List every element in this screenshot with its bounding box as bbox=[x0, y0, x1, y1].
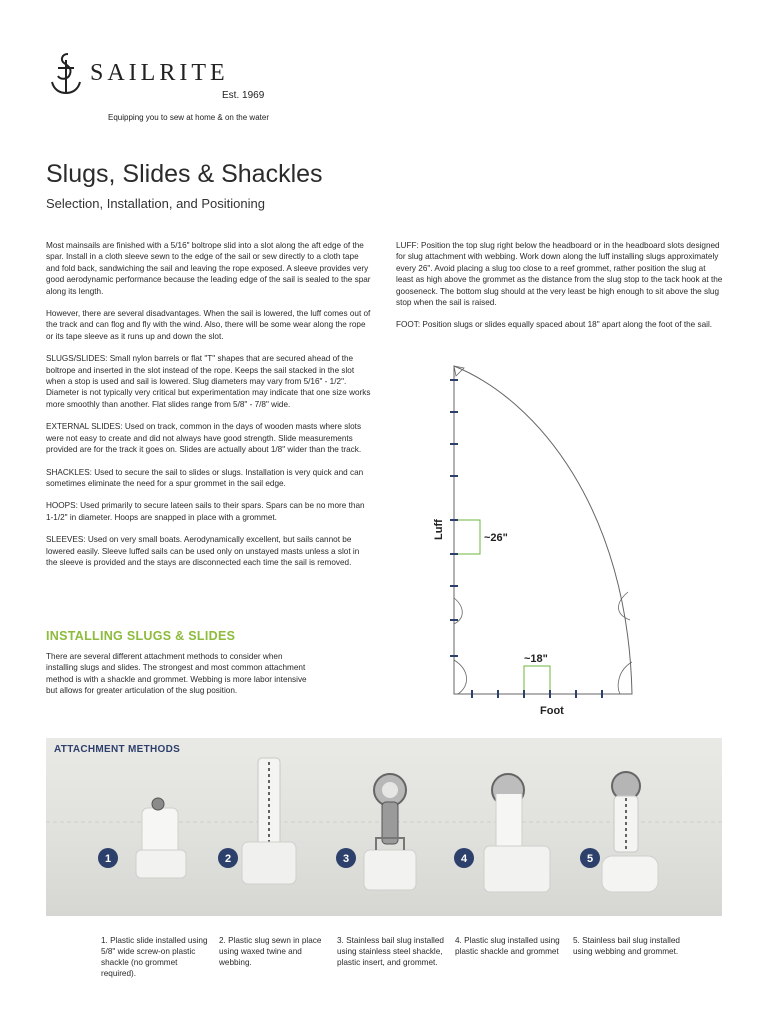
shackles-paragraph: SHACKLES: Used to secure the sail to slides or slugs. Installation is very quick and can sometimes eliminate the need for a spur grommet in the sail edge. bbox=[46, 467, 364, 488]
sail-outline bbox=[454, 366, 632, 694]
left-column bbox=[46, 240, 372, 579]
foot-paragraph: FOOT: Position slugs or slides equally spaced about 18" apart along the foot of the sail. bbox=[396, 320, 713, 330]
hoops-paragraph: HOOPS: Used primarily to secure lateen sails to their spars. Spars can be no more than 1-1/2" in diameter. Hoops are snapped in place with a grommet. bbox=[46, 501, 365, 522]
badge-4: 4 bbox=[460, 853, 468, 865]
established-year: Est. 1969 bbox=[222, 90, 265, 101]
page-title: Slugs, Slides & Shackles bbox=[46, 160, 323, 188]
installing-heading: INSTALLING SLUGS & SLIDES bbox=[46, 629, 236, 643]
stainless-shackle-photo bbox=[364, 774, 416, 890]
sailrite-anchor-logo-icon bbox=[46, 50, 86, 96]
disadvantages-paragraph: However, there are several disadvantages. When the sail is lowered, the luff comes out of the track and can flog and fly with the wind. Also, there will be some wear along the rope or its tape sleeve as it runs up and down the slot. bbox=[46, 309, 371, 341]
brand-tagline: Equipping you to sew at home & on the water bbox=[108, 113, 269, 122]
slugs-slides-paragraph: SLUGS/SLIDES: Small nylon barrels or flat "T" shapes that are secured ahead of the boltrope and inserted in the slot instead of the rope. Keeps the sail stacked in the slot when a stop is used and sail is lowered. Slug diameters may vary from 5/16" - 1/2". Diameter is not typically very critical but experimentation may indicate that one size works more smoothly than another. Flat slides range from 5/8" - 7/8" wide. bbox=[46, 354, 371, 409]
caption-5: 5. Stainless bail slug installed using webbing and grommet. bbox=[573, 936, 680, 956]
installing-paragraph: There are several different attachment methods to consider when installing slugs and slides. The strongest and most common attachment method is with a shackle and grommet. Webbing is more labor intensive but allows for greater articulation of the slug position. bbox=[46, 652, 307, 696]
attachment-photos bbox=[46, 738, 722, 916]
foot-spacing-label: ~18" bbox=[524, 653, 548, 665]
badge-2: 2 bbox=[224, 853, 232, 865]
badge-1: 1 bbox=[104, 853, 112, 865]
caption-2: 2. Plastic slug sewn in place using waxed twine and webbing. bbox=[219, 936, 322, 967]
luff-spacing-label: ~26" bbox=[484, 532, 508, 544]
luff-label: Luff bbox=[433, 519, 445, 540]
brand-name: SAILRITE bbox=[90, 60, 229, 86]
plastic-shackle-photo bbox=[484, 774, 550, 892]
sail-diagram bbox=[428, 360, 658, 720]
page-subtitle: Selection, Installation, and Positioning bbox=[46, 196, 265, 211]
badge-3: 3 bbox=[342, 853, 350, 865]
caption-3: 3. Stainless bail slug installed using stainless steel shackle, plastic insert, and grommet. bbox=[337, 936, 444, 967]
intro-paragraph: Most mainsails are finished with a 5/16" boltrope slid into a slot along the aft edge of the spar. Install in a cloth sleeve sewn to the edge of the sail or sew directly to a cloth tape and fold back, sandwiching the sail and leaving the rope exposed. A sleeve provides very good aerodynamic performance because the leading edge of the sail is sealed to the spar along its length. bbox=[46, 241, 371, 296]
caption-1: 1. Plastic slide installed using 5/8" wide screw-on plastic shackle (no grommet required). bbox=[101, 936, 208, 978]
caption-4: 4. Plastic slug installed using plastic shackle and grommet bbox=[455, 936, 560, 956]
sewn-slug-photo bbox=[242, 758, 296, 884]
right-column bbox=[396, 240, 724, 342]
badge-5: 5 bbox=[586, 853, 594, 865]
attachment-methods-title: ATTACHMENT METHODS bbox=[54, 744, 181, 755]
plastic-slide-photo bbox=[136, 798, 186, 878]
external-slides-paragraph: EXTERNAL SLIDES: Used on track, common in the days of wooden masts where slots were not easy to create and did not always have good strength. Slide measurements provided are for the track it goes on. Slides are actually about 1/8" wider than the track. bbox=[46, 422, 362, 455]
foot-label: Foot bbox=[540, 705, 564, 717]
sleeves-paragraph: SLEEVES: Used on very small boats. Aerodynamically excellent, but sails cannot be lowered easily. Sleeve luffed sails can be used only on unstayed masts unless a slot in the sleeve is provided and the stays are disconnected each time the sail is removed. bbox=[46, 535, 360, 567]
luff-paragraph: LUFF: Position the top slug right below the headboard or in the headboard slots designed for slug attachment with webbing. Work down along the luff installing slugs approximately every 26". Avoid placing a slug too close to a reef grommet, rather position the slug at least as high above the grommet as the distance from the slug stop to the tack hook at the gooseneck. The bottom slug should at the very least be high enough to sit above the slug stop when the sail is raised. bbox=[396, 241, 723, 308]
webbing-bail-photo bbox=[602, 772, 658, 892]
